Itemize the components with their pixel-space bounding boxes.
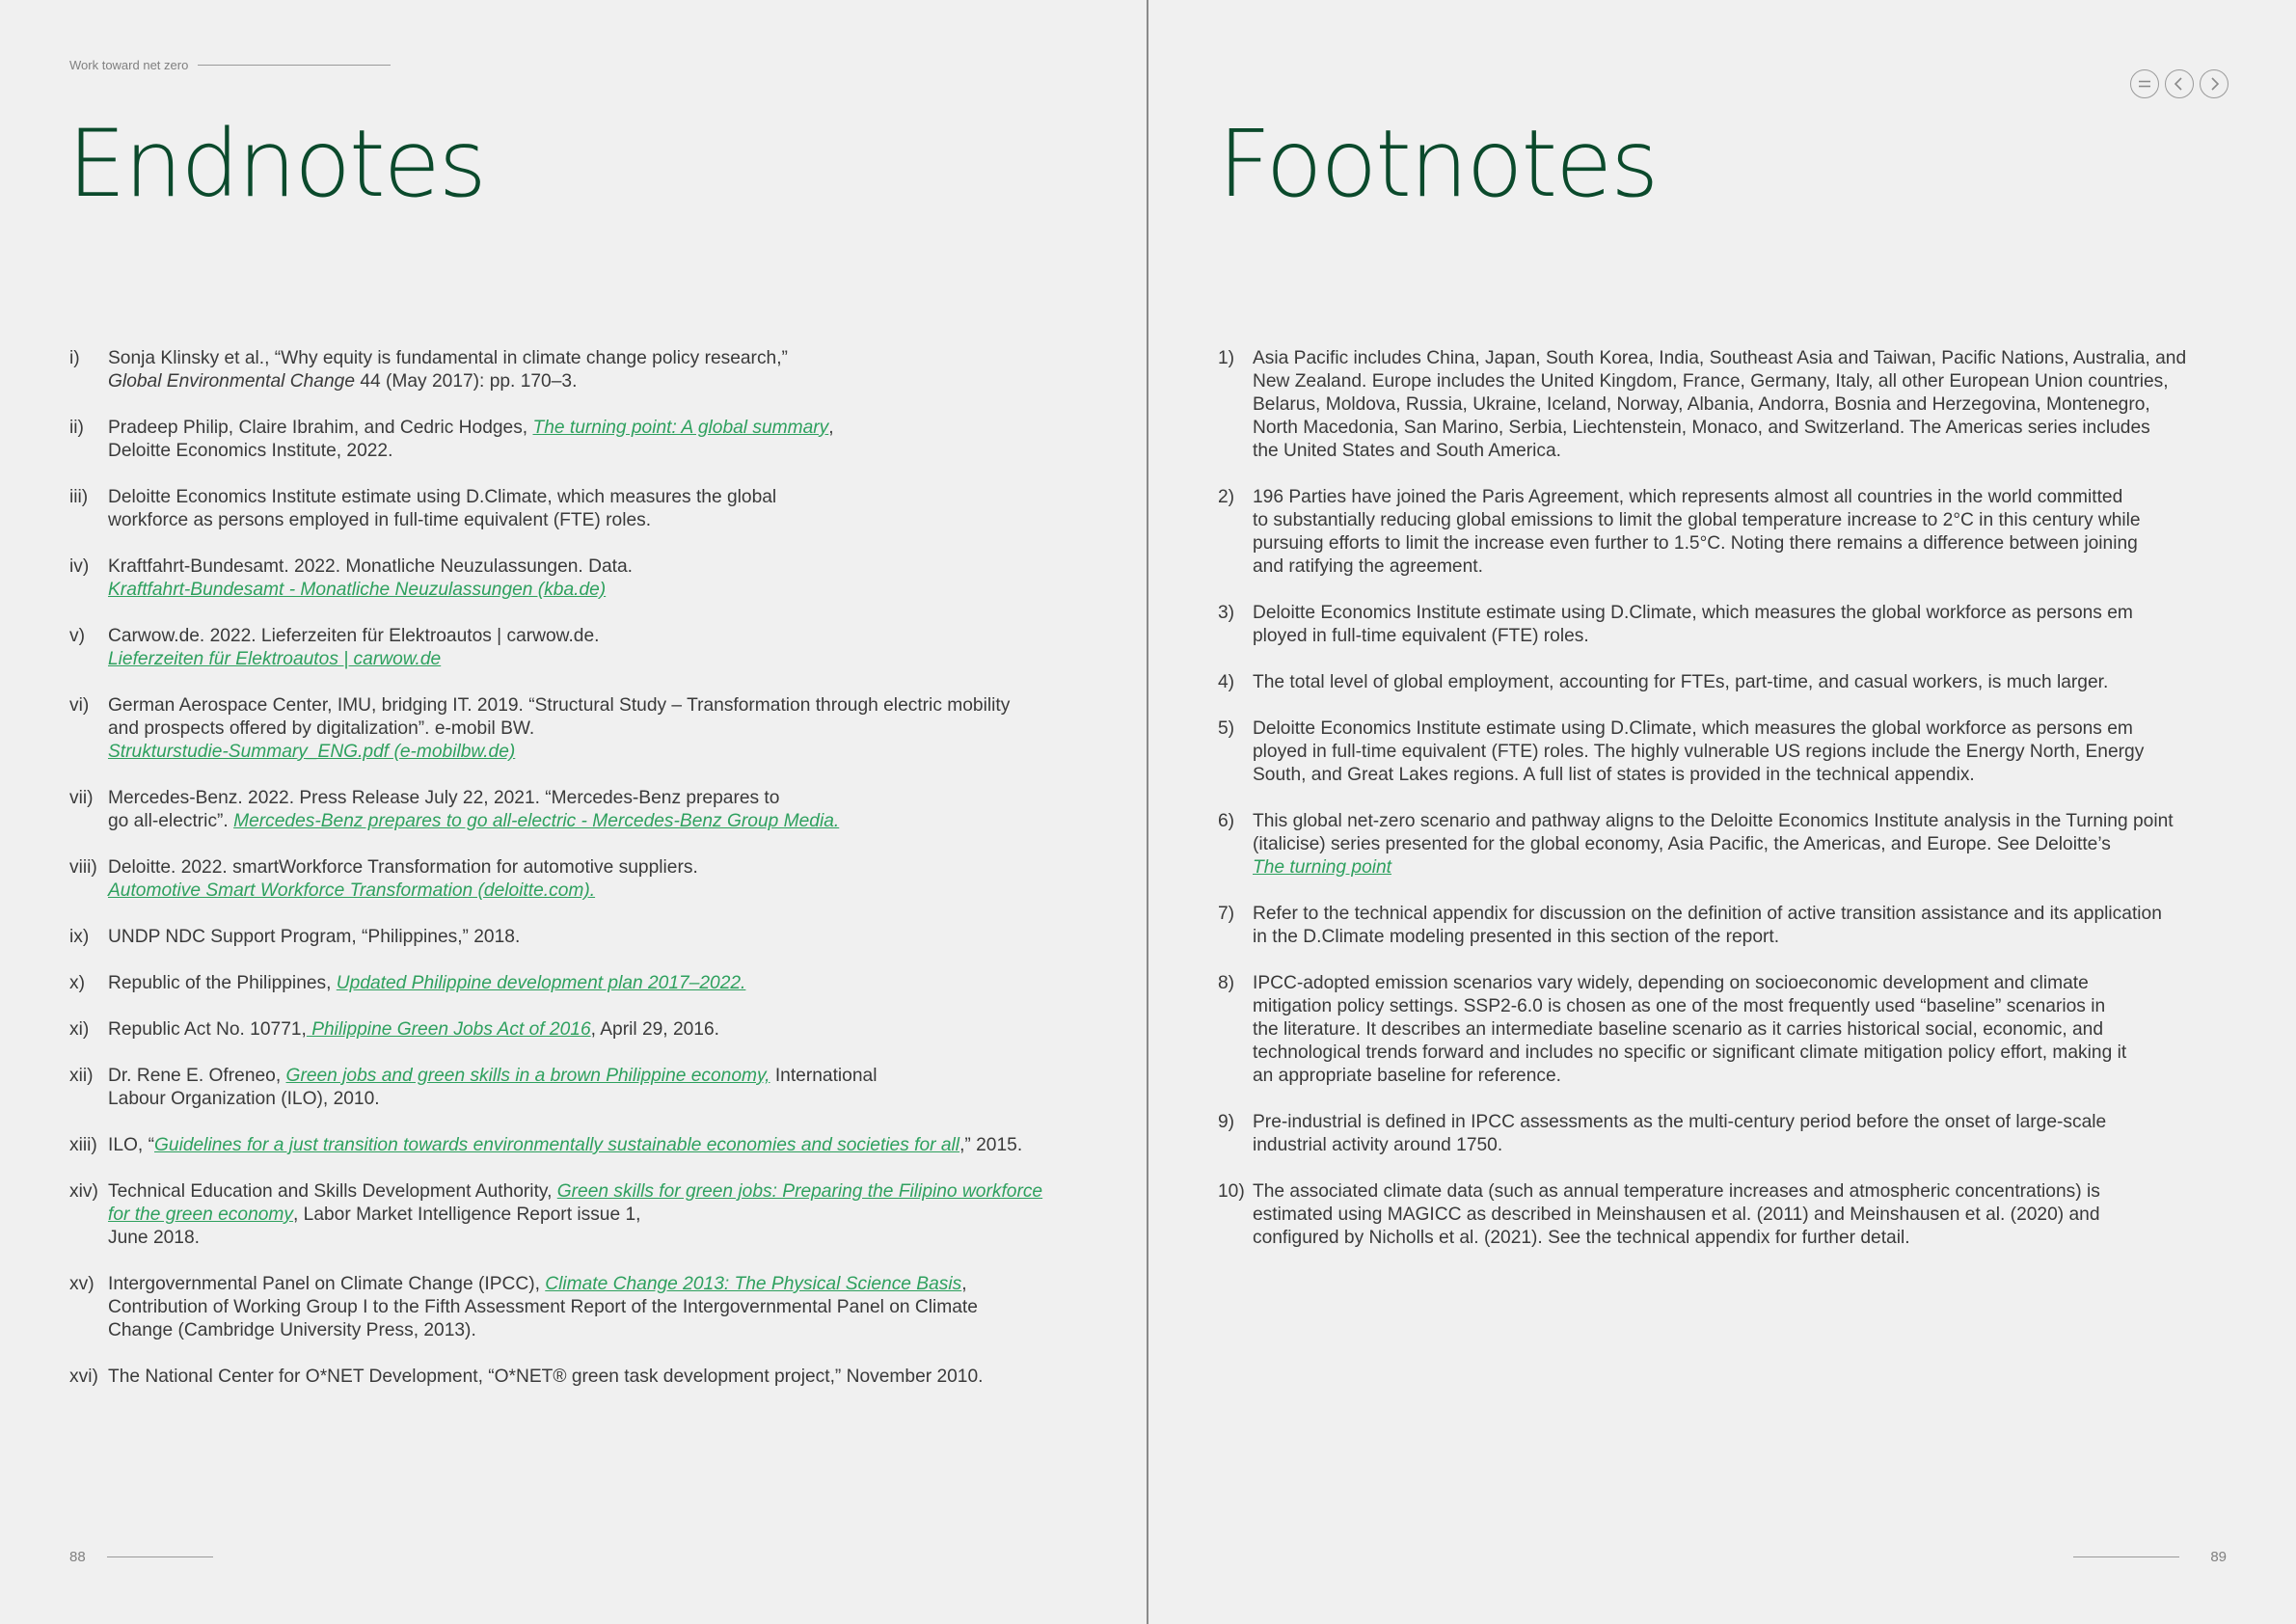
note-number: vii) (69, 788, 94, 808)
note-number: 8) (1218, 973, 1235, 993)
running-header-title: Work toward net zero (69, 58, 189, 72)
note-item (1218, 671, 2240, 694)
note-number: ii) (69, 418, 84, 438)
note-link[interactable]: Guidelines for a just transition towards environmentally sustainable economies and societies for all (153, 1135, 960, 1155)
note-text-run: ployed in full-time equivalent (FTE) roles. The highly vulnerable US regions include the Energy North, Energy (1253, 742, 2145, 762)
note-text (108, 856, 1092, 903)
note-text-run: Deloitte. 2022. smartWorkforce Transformation for automotive suppliers. (108, 857, 698, 878)
note-text (1253, 717, 2240, 787)
note-text-run: Pradeep Philip, Claire Ibrahim, and Cedric Hodges, (108, 418, 533, 438)
note-item (69, 555, 1092, 602)
note-item (69, 694, 1092, 764)
note-text (1253, 972, 2240, 1088)
note-text-run: This global net-zero scenario and pathway aligns to the Deloitte Economics Institute analysis in the Turning point (1253, 811, 2174, 831)
note-item (1218, 810, 2240, 880)
note-number: xii) (69, 1066, 94, 1086)
note-text-run: Dr. Rene E. Ofreneo, (108, 1066, 286, 1086)
note-text-run: , (828, 418, 834, 438)
note-text (1253, 903, 2240, 949)
page-number: 88 (69, 1549, 86, 1565)
note-text (108, 1134, 1092, 1157)
note-number: iv) (69, 556, 90, 577)
note-text-run: The total level of global employment, accounting for FTEs, part-time, and casual workers, is much larger. (1253, 672, 2109, 692)
note-number: 10) (1218, 1181, 1245, 1202)
note-item (69, 1273, 1092, 1342)
note-number: xvi) (69, 1367, 98, 1387)
note-item (69, 972, 1092, 995)
note-text-run: estimated using MAGICC as described in Meinshausen et al. (2011) and Meinshausen et al. (2020) and (1253, 1204, 2100, 1225)
note-item (1218, 717, 2240, 787)
note-text-run: Republic Act No. 10771, (108, 1019, 307, 1040)
note-number: 2) (1218, 487, 1235, 507)
note-text-run: Sonja Klinsky et al., “Why equity is fundamental in climate change policy research,” (108, 348, 788, 368)
note-item (69, 347, 1092, 393)
note-number: v) (69, 626, 85, 646)
note-text-run: Asia Pacific includes China, Japan, South Korea, India, Southeast Asia and Taiwan, Pacific Nations, Australia, and (1253, 348, 2187, 368)
note-text-run: Republic of the Philippines, (108, 973, 337, 993)
note-text (1253, 602, 2240, 648)
note-item (69, 856, 1092, 903)
note-item (1218, 903, 2240, 949)
note-text-run: the United States and South America. (1253, 441, 1561, 461)
endnotes-list (69, 347, 1092, 1412)
note-text-run: Carwow.de. 2022. Lieferzeiten für Elektroautos | carwow.de. (108, 626, 600, 646)
note-text-run: Contribution of Working Group I to the Fifth Assessment Report of the Intergovernmental Panel on Climate (108, 1297, 978, 1317)
note-text (108, 926, 1092, 949)
note-text-run: 196 Parties have joined the Paris Agreement, which represents almost all countries in the world committed (1253, 487, 2123, 507)
note-text-run: Deloitte Economics Institute estimate using D.Climate, which measures the global workforce as persons em (1253, 603, 2133, 623)
note-number: viii) (69, 857, 97, 878)
note-text-run: Intergovernmental Panel on Climate Change (IPCC), (108, 1274, 546, 1294)
note-item (69, 486, 1092, 532)
note-item (69, 1366, 1092, 1389)
note-text (108, 1065, 1092, 1111)
note-item (1218, 486, 2240, 579)
note-number: 6) (1218, 811, 1235, 831)
note-item (1218, 602, 2240, 648)
note-text (108, 486, 1092, 532)
note-text-run: Kraftfahrt-Bundesamt. 2022. Monatliche Neuzulassungen. Data. (108, 556, 633, 577)
note-text-run: the literature. It describes an intermediate baseline scenario as it carries historical social, economic, and (1253, 1019, 2103, 1040)
note-text-run: industrial activity around 1750. (1253, 1135, 1503, 1155)
note-number: 5) (1218, 718, 1235, 739)
note-text-run: , (961, 1274, 967, 1294)
note-text (108, 1018, 1092, 1042)
note-item (1218, 1180, 2240, 1250)
note-text (108, 347, 1092, 393)
page-number: 89 (2210, 1549, 2227, 1565)
note-link[interactable]: for the green economy (108, 1204, 293, 1225)
note-text (108, 787, 1092, 833)
note-link[interactable]: The turning point (1253, 857, 1391, 878)
left-page (0, 0, 1147, 1624)
header-rule (198, 65, 391, 66)
note-text-run: New Zealand. Europe includes the United Kingdom, France, Germany, Italy, all other European Union countries, (1253, 371, 2169, 392)
note-link[interactable]: Philippine Green Jobs Act of 2016 (306, 1019, 591, 1040)
note-text-run: and prospects offered by digitalization”. e-mobil BW. (108, 718, 535, 739)
note-text-run: Deloitte Economics Institute estimate using D.Climate, which measures the global workforce as persons em (1253, 718, 2133, 739)
note-text (108, 555, 1092, 602)
note-text-run: mitigation policy settings. SSP2-6.0 is chosen as one of the most frequently used “baseline” scenarios in (1253, 996, 2106, 1016)
note-number: xiii) (69, 1135, 97, 1155)
note-text-run: IPCC-adopted emission scenarios vary widely, depending on socioeconomic development and climate (1253, 973, 2089, 993)
note-text-run: go all-electric”. (108, 811, 234, 831)
note-text-run: in the D.Climate modeling presented in this section of the report. (1253, 927, 1780, 947)
note-item (1218, 972, 2240, 1088)
note-item (69, 625, 1092, 671)
note-number: xi) (69, 1019, 90, 1040)
note-text (1253, 671, 2240, 694)
note-text-run: Deloitte Economics Institute estimate using D.Climate, which measures the global (108, 487, 777, 507)
note-text (108, 417, 1092, 463)
note-text (108, 972, 1092, 995)
note-text (108, 1180, 1092, 1250)
note-text-run: Belarus, Moldova, Russia, Ukraine, Iceland, Norway, Albania, Andorra, Bosnia and Herzegovina, Montenegro, (1253, 394, 2150, 415)
note-text-run: (italicise) series presented for the global economy, Asia Pacific, the Americas, and Europe. See Deloitte’s (1253, 834, 2111, 854)
note-text-run: June 2018. (108, 1228, 200, 1248)
note-text-run: Change (Cambridge University Press, 2013). (108, 1320, 476, 1340)
note-text (108, 1273, 1092, 1342)
note-text-run: Pre-industrial is defined in IPCC assessments as the multi-century period before the onset of large-scale (1253, 1112, 2107, 1132)
note-item (69, 1180, 1092, 1250)
note-item (69, 417, 1092, 463)
note-text-run: North Macedonia, San Marino, Serbia, Liechtenstein, Monaco, and Switzerland. The Americas series includes (1253, 418, 2150, 438)
note-number: xv) (69, 1274, 95, 1294)
note-text-run: Deloitte Economics Institute, 2022. (108, 441, 393, 461)
note-item (69, 1065, 1092, 1111)
note-number: i) (69, 348, 80, 368)
note-item (1218, 347, 2240, 463)
note-italic-text: Global Environmental Change (108, 371, 355, 392)
note-text-run: configured by Nicholls et al. (2021). See the technical appendix for further detail. (1253, 1228, 1910, 1248)
note-text-run: International (770, 1066, 878, 1086)
note-link[interactable]: Green skills for green jobs: Preparing the Filipino workforce (556, 1181, 1043, 1202)
note-link[interactable]: Green jobs and green skills in a brown Philippine economy, (285, 1066, 770, 1086)
footer-rule (107, 1556, 213, 1557)
note-text-run: Technical Education and Skills Development Authority, (108, 1181, 557, 1202)
note-text-run: , April 29, 2016. (590, 1019, 719, 1040)
note-text (1253, 486, 2240, 579)
note-text (108, 625, 1092, 671)
note-text-run: South, and Great Lakes regions. A full list of states is provided in the technical appendix. (1253, 765, 1975, 785)
note-number: 9) (1218, 1112, 1235, 1132)
chevron-left-icon[interactable] (2165, 69, 2194, 98)
note-text-run: technological trends forward and includes no specific or significant climate mitigation policy effort, making it (1253, 1042, 2127, 1063)
page-title-endnotes: Endnotes (68, 110, 485, 218)
note-number: 3) (1218, 603, 1235, 623)
note-text-run: The associated climate data (such as annual temperature increases and atmospheric concentrations) is (1253, 1181, 2100, 1202)
note-text-run: ILO, “ (108, 1135, 154, 1155)
footnotes-list (1218, 347, 2240, 1273)
note-number: 1) (1218, 348, 1235, 368)
note-link[interactable]: The turning point: A global summary (532, 418, 829, 438)
note-text (108, 1366, 1092, 1389)
note-link[interactable]: Climate Change 2013: The Physical Science Basis (545, 1274, 962, 1294)
note-item (1218, 1111, 2240, 1157)
note-text-run: to substantially reducing global emissions to limit the global temperature increase to 2°C in this century while (1253, 510, 2141, 530)
note-text-run: , Labor Market Intelligence Report issue 1, (293, 1204, 641, 1225)
note-text-run: pursuing efforts to limit the increase even further to 1.5°C. Noting there remains a difference between joining (1253, 533, 2138, 554)
note-text-run: Labour Organization (ILO), 2010. (108, 1089, 380, 1109)
page-title-footnotes: Footnotes (1218, 110, 1658, 218)
note-link[interactable]: Lieferzeiten für Elektroautos | carwow.de (108, 649, 442, 669)
right-page (1148, 0, 2296, 1624)
note-text-run: Refer to the technical appendix for discussion on the definition of active transition assistance and its application (1253, 904, 2162, 924)
note-text (1253, 810, 2240, 880)
note-number: iii) (69, 487, 89, 507)
note-text-run: The National Center for O*NET Development, “O*NET® green task development project,” November 2010. (108, 1367, 984, 1387)
note-item (69, 1134, 1092, 1157)
running-header (69, 58, 391, 72)
note-link[interactable]: Strukturstudie-Summary_ENG.pdf (e-mobilbw.de) (108, 742, 516, 762)
note-text-run: Mercedes-Benz. 2022. Press Release July 22, 2021. “Mercedes-Benz prepares to (108, 788, 780, 808)
note-link[interactable]: Mercedes-Benz prepares to go all-electric - Mercedes-Benz Group Media. (233, 811, 840, 831)
note-item (69, 1018, 1092, 1042)
note-text (1253, 1111, 2240, 1157)
note-item (69, 787, 1092, 833)
note-text-run: 44 (May 2017): pp. 170–3. (355, 371, 578, 392)
note-item (69, 926, 1092, 949)
note-text (108, 694, 1092, 764)
note-text-run: German Aerospace Center, IMU, bridging IT. 2019. “Structural Study – Transformation through electric mobility (108, 695, 1011, 716)
chevron-right-icon[interactable] (2200, 69, 2228, 98)
note-number: x) (69, 973, 85, 993)
note-number: 7) (1218, 904, 1235, 924)
navigation-controls (2130, 69, 2228, 98)
menu-icon[interactable] (2130, 69, 2159, 98)
page-number-left (69, 1549, 213, 1565)
note-number: xiv) (69, 1181, 98, 1202)
note-link[interactable]: Kraftfahrt-Bundesamt - Monatliche Neuzulassungen (kba.de) (108, 580, 607, 600)
note-link[interactable]: Automotive Smart Workforce Transformation (deloitte.com). (108, 880, 596, 901)
note-text-run: ployed in full-time equivalent (FTE) roles. (1253, 626, 1589, 646)
note-text-run: an appropriate baseline for reference. (1253, 1066, 1561, 1086)
note-text (1253, 347, 2240, 463)
note-number: 4) (1218, 672, 1235, 692)
note-text (1253, 1180, 2240, 1250)
note-link[interactable]: Updated Philippine development plan 2017–2022. (336, 973, 746, 993)
note-number: ix) (69, 927, 90, 947)
page-number-right (2073, 1549, 2227, 1565)
note-text-run: workforce as persons employed in full-time equivalent (FTE) roles. (108, 510, 652, 530)
footer-rule (2073, 1556, 2179, 1557)
note-text-run: UNDP NDC Support Program, “Philippines,” 2018. (108, 927, 521, 947)
note-number: vi) (69, 695, 90, 716)
note-text-run: ,” 2015. (959, 1135, 1023, 1155)
note-text-run: and ratifying the agreement. (1253, 556, 1483, 577)
